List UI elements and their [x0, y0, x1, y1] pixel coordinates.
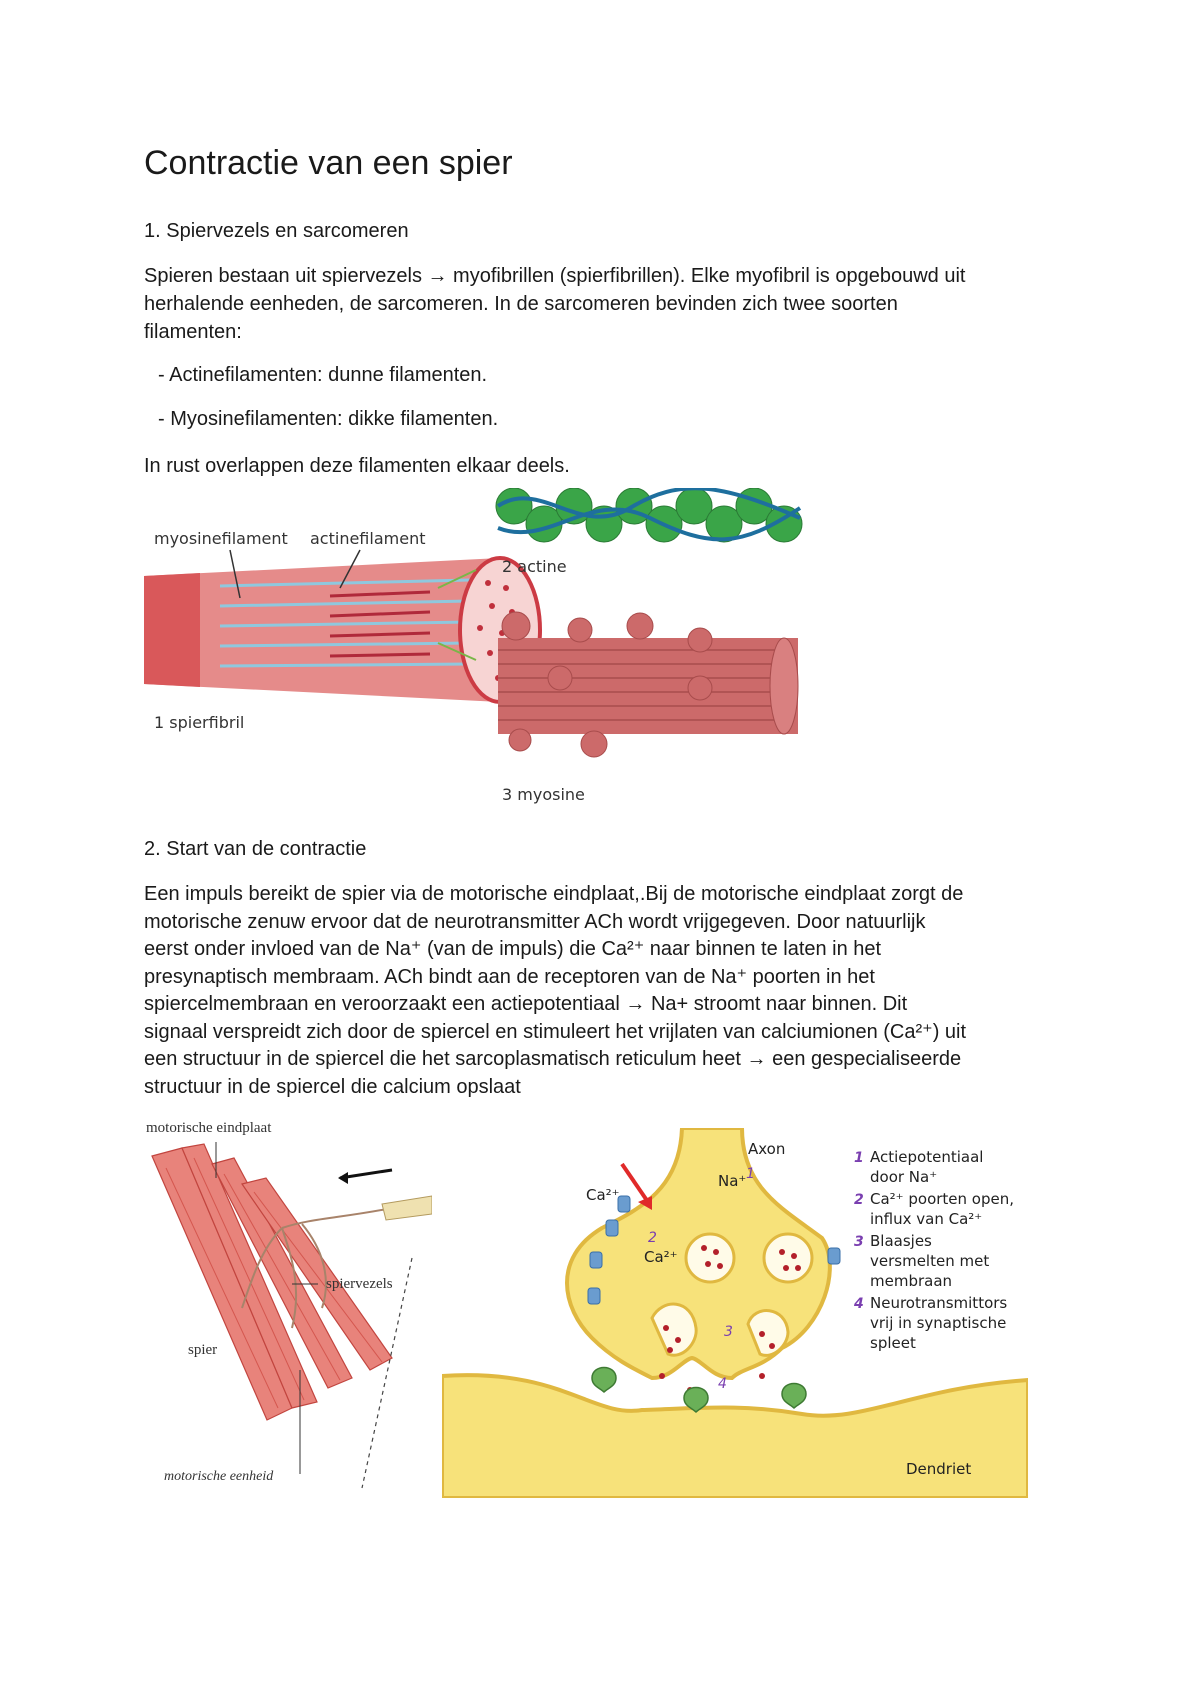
marker-2: 2	[648, 1230, 657, 1246]
section2-line-7: een structuur in de spiercel die het sarcoplasmatisch reticulum heet → een gespecialiseerde	[144, 1048, 962, 1070]
legend-4-line-2: vrij in synaptische	[870, 1314, 1007, 1332]
section2-line-2: motorische zenuw ervoor dat de neurotransmitter ACh wordt vrijgegeven. Door natuurlijk	[144, 911, 926, 933]
figure-muscle-fibril	[140, 488, 820, 818]
section2-line-3: eerst onder invloed van de Na⁺ (van de impuls) die Ca²⁺ naar binnen te laten in het	[144, 938, 882, 960]
label-na: Na⁺	[718, 1172, 747, 1190]
label-ca-top: Ca²⁺	[586, 1186, 620, 1204]
section1-intro-line-3: filamenten:	[144, 321, 242, 343]
marker-4: 4	[718, 1376, 727, 1392]
label-spierfibril: 1 spierfibril	[154, 713, 245, 732]
label-myosine: 3 myosine	[502, 785, 585, 804]
legend-num-1: 1	[854, 1150, 864, 1166]
legend-1-line-1: Actiepotentiaal	[870, 1148, 984, 1166]
figure-muscle-fibril-svg	[140, 488, 820, 818]
bullet-actine: - Actinefilamenten: dunne filamenten.	[158, 364, 488, 386]
label-spiervezels: spiervezels	[326, 1276, 393, 1292]
section2-line-4: presynaptisch membraam. ACh bindt aan de receptoren van de Na⁺ poorten in het	[144, 966, 875, 988]
marker-1: 1	[746, 1166, 755, 1182]
bullet-myosine: - Myosinefilamenten: dikke filamenten.	[158, 408, 499, 430]
section2-line-1: Een impuls bereikt de spier via de motorische eindplaat,.Bij de motorische eindplaat zorgt de	[144, 883, 964, 905]
legend-3-line-1: Blaasjes	[870, 1232, 932, 1250]
figure-synapse-svg	[442, 1128, 1028, 1498]
figure-motor-unit	[142, 1108, 432, 1498]
section2-heading: 2. Start van de contractie	[144, 838, 367, 860]
figure-motor-unit-svg	[142, 1108, 432, 1498]
section1-rest-sentence: In rust overlappen deze filamenten elkaar deels.	[144, 455, 570, 477]
figure-synapse	[442, 1128, 1028, 1498]
legend-num-3: 3	[854, 1234, 864, 1250]
legend-num-2: 2	[854, 1192, 864, 1208]
section2-line-6: signaal verspreidt zich door de spiercel en stimuleert het vrijlaten van calciumionen (Ca²⁺) uit	[144, 1021, 967, 1043]
label-myosinefilament: myosinefilament	[154, 529, 288, 548]
legend-1-line-2: door Na⁺	[870, 1168, 938, 1186]
section1-heading: 1. Spiervezels en sarcomeren	[144, 220, 409, 242]
fibril-edge	[144, 573, 200, 687]
label-actine: 2 actine	[502, 557, 567, 576]
label-spier: spier	[188, 1342, 218, 1358]
label-actinefilament: actinefilament	[310, 529, 426, 548]
legend-3-line-3: membraan	[870, 1272, 953, 1290]
label-motorische-eindplaat: motorische eindplaat	[146, 1120, 272, 1136]
legend-2-line-2: influx van Ca²⁺	[870, 1210, 983, 1228]
label-dendriet: Dendriet	[906, 1460, 972, 1478]
section2-line-8: structuur in de spiercel die calcium opslaat	[144, 1076, 521, 1098]
label-axon: Axon	[748, 1140, 786, 1158]
section2-line-5: spiercelmembraan en veroorzaakt een actiepotentiaal → Na+ stroomt naar binnen. Dit	[144, 993, 908, 1015]
legend-2-line-1: Ca²⁺ poorten open,	[870, 1190, 1014, 1208]
section1-intro-line-1: Spieren bestaan uit spiervezels → myofibrillen (spierfibrillen). Elke myofibril is opgebouwd uit	[144, 265, 966, 287]
label-ca-inside: Ca²⁺	[644, 1248, 678, 1266]
legend-4-line-1: Neurotransmittors	[870, 1294, 1008, 1312]
marker-3: 3	[724, 1324, 733, 1340]
myosin-filament-drawing	[498, 612, 798, 757]
legend-3-line-2: versmelten met	[870, 1252, 990, 1270]
legend-4-line-3: spleet	[870, 1334, 916, 1352]
legend-num-4: 4	[854, 1296, 864, 1312]
label-motorische-eenheid: motorische eenheid	[164, 1469, 274, 1484]
actin-filament-drawing	[496, 488, 808, 556]
section1-intro-line-2: herhalende eenheden, de sarcomeren. In de sarcomeren bevinden zich twee soorten	[144, 293, 898, 315]
page-title: Contractie van een spier	[144, 144, 513, 182]
